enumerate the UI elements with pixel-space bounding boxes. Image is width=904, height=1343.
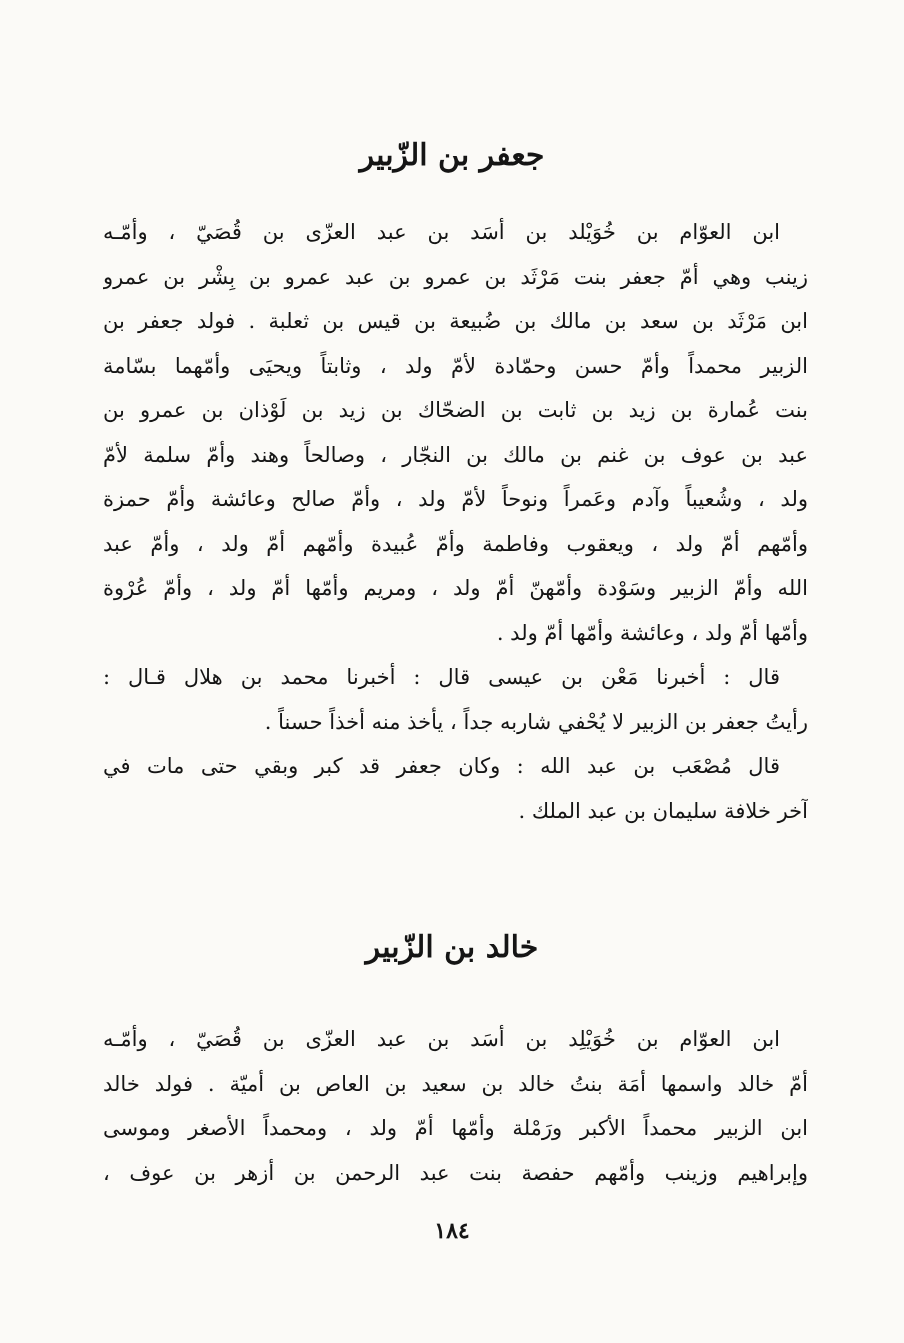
text-line: وإبراهيم وزينب وأمّهم حفصة بنت عبد الرحمن بن أزهر بن عوف ، [103, 1160, 808, 1185]
section-title-jafar: جعفر بن الزّبير [359, 138, 545, 173]
text-line: الله وأمّ الزبير وسَوْدة وأمّهنّ أمّ ولد ، ومريم وأمّها أمّ ولد ، وأمّ عُرْوة [103, 576, 808, 600]
text-line: قال : أخبرنا مَعْن بن عيسى قال : أخبرنا محمد بن هلال قـال : [103, 665, 780, 689]
section-body-khalid [103, 1017, 808, 1195]
text-line: الزبير محمداً وأمّ حسن وحمّادة لأمّ ولد ، وثابتاً ويحيَى وأمّهما بسّامة [103, 353, 808, 378]
text-line: أمّ خالد واسمها أمَة بنتُ خالد بن سعيد بن العاص بن أميّة . فولد خالد [103, 1071, 808, 1096]
text-line: آخر خلافة سليمان بن عبد الملك . [518, 798, 808, 823]
section-body-jafar [103, 210, 808, 833]
page-number: ١٨٤ [434, 1218, 470, 1244]
text-line: بنت عُمارة بن زيد بن ثابت بن الضحّاك بن زيد بن لَوْذان بن عمرو بن [103, 398, 808, 422]
text-line: ابن الزبير محمداً الأكبر ورَمْلة وأمّها أمّ ولد ، ومحمداً الأصغر وموسى [103, 1116, 808, 1140]
text-line: ابن العوّام بن خُوَيْلِد بن أسَد بن عبد العزّى بن قُصَيّ ، وأمّـه [103, 1027, 780, 1051]
text-line: ابن العوّام بن خُوَيْلد بن أسَد بن عبد العزّى بن قُصَيّ ، وأمّـه [103, 220, 780, 244]
text-line: زينب وهي أمّ جعفر بنت مَرْثَد بن عمرو بن عبد عمرو بن بِشْر بن عمرو [103, 264, 808, 289]
text-line: قال مُصْعَب بن عبد الله : وكان جعفر قد كبر وبقي حتى مات في [103, 754, 780, 778]
text-line: وأمّها أمّ ولد ، وعائشة وأمّها أمّ ولد . [496, 620, 808, 645]
section-title-khalid: خالد بن الزّبير [365, 930, 539, 965]
text-line: عبد بن عوف بن غنم بن مالك بن النجّار ، وصالحاً وهند وأمّ سلمة لأمّ [103, 442, 808, 467]
text-line: ابن مَرْثَد بن سعد بن مالك بن ضُبيعة بن قيس بن ثعلبة . فولد جعفر بن [103, 309, 808, 333]
text-line: ولد ، وشُعيباً وآدم وعَمراً ونوحاً لأمّ ولد ، وأمّ صالح وعائشة وأمّ حمزة [103, 487, 808, 511]
text-line: وأمّهم أمّ ولد ، ويعقوب وفاطمة وأمّ عُبيدة وأمّهم أمّ ولد ، وأمّ عبد [103, 531, 808, 556]
text-line: رأيتُ جعفر بن الزبير لا يُحْفي شاربه جداً ، يأخذ منه أخذاً حسناً . [264, 709, 808, 734]
